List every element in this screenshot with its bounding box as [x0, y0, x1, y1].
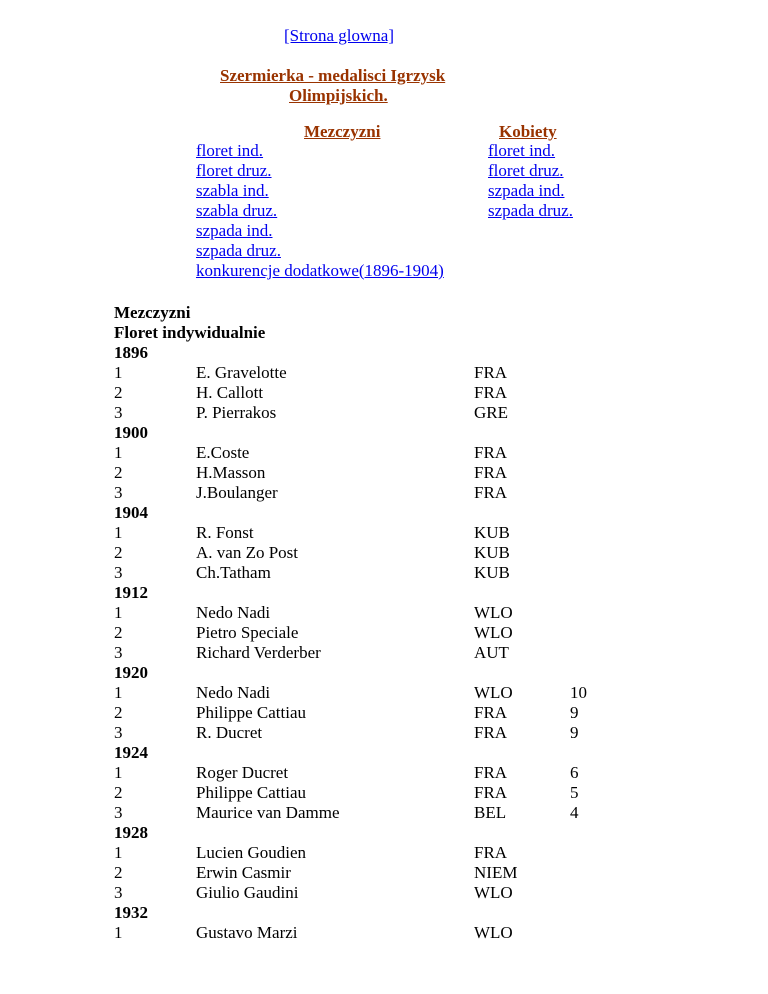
name-cell: E. Gravelotte — [196, 363, 287, 382]
place-cell: 1 — [114, 763, 123, 782]
medal-row — [114, 683, 587, 703]
title-line-2: Olimpijskich. — [289, 86, 388, 105]
place-cell: 2 — [114, 703, 123, 722]
place-cell: 3 — [114, 403, 123, 422]
medal-row — [114, 483, 508, 503]
medal-row — [114, 623, 513, 643]
medal-row — [114, 463, 508, 483]
medal-row — [114, 763, 579, 783]
name-cell: R. Fonst — [196, 523, 254, 542]
women-links-list — [488, 141, 573, 221]
medal-row — [114, 923, 513, 943]
country-cell: FRA — [474, 703, 508, 722]
place-cell: 1 — [114, 523, 123, 542]
year-heading: 1896 — [114, 343, 148, 362]
name-cell: Ch.Tatham — [196, 563, 271, 582]
name-cell: Erwin Casmir — [196, 863, 291, 882]
score-cell: 5 — [570, 783, 579, 802]
score-cell: 9 — [570, 723, 579, 742]
medal-row — [114, 723, 579, 743]
country-cell: NIEM — [474, 863, 518, 882]
medal-row — [114, 563, 510, 583]
medal-row — [114, 843, 508, 863]
section-event: Floret indywidualnie — [114, 323, 266, 342]
men-header: Mezczyzni — [304, 122, 381, 141]
place-cell: 3 — [114, 563, 123, 582]
country-cell: FRA — [474, 383, 508, 402]
name-cell: Richard Verderber — [196, 643, 321, 662]
women-header: Kobiety — [499, 122, 557, 141]
section-gender: Mezczyzni — [114, 303, 191, 322]
place-cell: 2 — [114, 543, 123, 562]
name-cell: H. Callott — [196, 383, 264, 402]
place-cell: 1 — [114, 923, 123, 942]
year-heading: 1932 — [114, 903, 148, 922]
country-cell: AUT — [474, 643, 509, 662]
page-title — [220, 66, 470, 106]
place-cell: 3 — [114, 483, 123, 502]
women-link-foil-team[interactable]: floret druz. — [488, 161, 564, 180]
men-links-list — [196, 141, 444, 281]
country-cell: WLO — [474, 623, 513, 642]
name-cell: R. Ducret — [196, 723, 263, 742]
year-heading: 1920 — [114, 663, 148, 682]
name-cell: E.Coste — [196, 443, 250, 462]
home-link[interactable]: [Strona glowna] — [284, 26, 395, 45]
country-cell: WLO — [474, 683, 513, 702]
results-table — [114, 303, 587, 943]
men-link-epee-individual[interactable]: szpada ind. — [196, 221, 273, 240]
name-cell: Gustavo Marzi — [196, 923, 298, 942]
place-cell: 2 — [114, 383, 123, 402]
medal-row — [114, 543, 510, 563]
women-link-foil-individual[interactable]: floret ind. — [488, 141, 556, 160]
name-cell: Maurice van Damme — [196, 803, 340, 822]
medal-row — [114, 803, 579, 823]
country-cell: KUB — [474, 523, 510, 542]
country-cell: FRA — [474, 723, 508, 742]
place-cell: 2 — [114, 783, 123, 802]
country-cell: FRA — [474, 483, 508, 502]
men-link-sabre-individual[interactable]: szabla ind. — [196, 181, 269, 200]
country-cell: FRA — [474, 843, 508, 862]
country-cell: WLO — [474, 603, 513, 622]
place-cell: 2 — [114, 863, 123, 882]
score-cell: 6 — [570, 763, 579, 782]
place-cell: 2 — [114, 623, 123, 642]
name-cell: H.Masson — [196, 463, 266, 482]
name-cell: Giulio Gaudini — [196, 883, 299, 902]
country-cell: WLO — [474, 883, 513, 902]
men-link-epee-team[interactable]: szpada druz. — [196, 241, 281, 260]
name-cell: Nedo Nadi — [196, 603, 271, 622]
country-cell: GRE — [474, 403, 508, 422]
name-cell: Nedo Nadi — [196, 683, 271, 702]
country-cell: FRA — [474, 763, 508, 782]
name-cell: J.Boulanger — [196, 483, 278, 502]
country-cell: FRA — [474, 463, 508, 482]
medal-row — [114, 523, 510, 543]
place-cell: 2 — [114, 463, 123, 482]
country-cell: FRA — [474, 443, 508, 462]
title-line-1: Szermierka - medalisci Igrzysk — [220, 66, 446, 85]
place-cell: 1 — [114, 603, 123, 622]
medal-row — [114, 783, 579, 803]
name-cell: Philippe Cattiau — [196, 703, 307, 722]
name-cell: Philippe Cattiau — [196, 783, 307, 802]
place-cell: 1 — [114, 843, 123, 862]
medal-row — [114, 383, 508, 403]
place-cell: 3 — [114, 643, 123, 662]
year-heading: 1904 — [114, 503, 148, 522]
place-cell: 1 — [114, 363, 123, 382]
place-cell: 3 — [114, 803, 123, 822]
name-cell: P. Pierrakos — [196, 403, 277, 422]
country-cell: WLO — [474, 923, 513, 942]
score-cell: 9 — [570, 703, 579, 722]
medal-row — [114, 883, 513, 903]
year-heading: 1900 — [114, 423, 148, 442]
country-cell: FRA — [474, 783, 508, 802]
men-link-sabre-team[interactable]: szabla druz. — [196, 201, 278, 220]
men-link-foil-team[interactable]: floret druz. — [196, 161, 272, 180]
score-cell: 4 — [570, 803, 579, 822]
medal-row — [114, 603, 513, 623]
medal-row — [114, 363, 508, 383]
name-cell: Roger Ducret — [196, 763, 289, 782]
year-heading: 1928 — [114, 823, 148, 842]
place-cell: 1 — [114, 443, 123, 462]
score-cell: 10 — [570, 683, 587, 702]
year-heading: 1924 — [114, 743, 148, 762]
country-cell: KUB — [474, 563, 510, 582]
medal-row — [114, 403, 508, 423]
men-link-extra-events[interactable]: konkurencje dodatkowe(1896-1904) — [196, 261, 444, 280]
place-cell: 1 — [114, 683, 123, 702]
men-link-foil-individual[interactable]: floret ind. — [196, 141, 264, 160]
women-link-epee-team[interactable]: szpada druz. — [488, 201, 573, 220]
place-cell: 3 — [114, 883, 123, 902]
medal-row — [114, 643, 509, 663]
women-link-epee-individual[interactable]: szpada ind. — [488, 181, 565, 200]
year-heading: 1912 — [114, 583, 148, 602]
medal-row — [114, 703, 579, 723]
country-cell: FRA — [474, 363, 508, 382]
country-cell: BEL — [474, 803, 507, 822]
country-cell: KUB — [474, 543, 510, 562]
medal-row — [114, 443, 508, 463]
medal-row — [114, 863, 518, 883]
name-cell: Lucien Goudien — [196, 843, 306, 862]
place-cell: 3 — [114, 723, 123, 742]
name-cell: Pietro Speciale — [196, 623, 299, 642]
name-cell: A. van Zo Post — [196, 543, 298, 562]
